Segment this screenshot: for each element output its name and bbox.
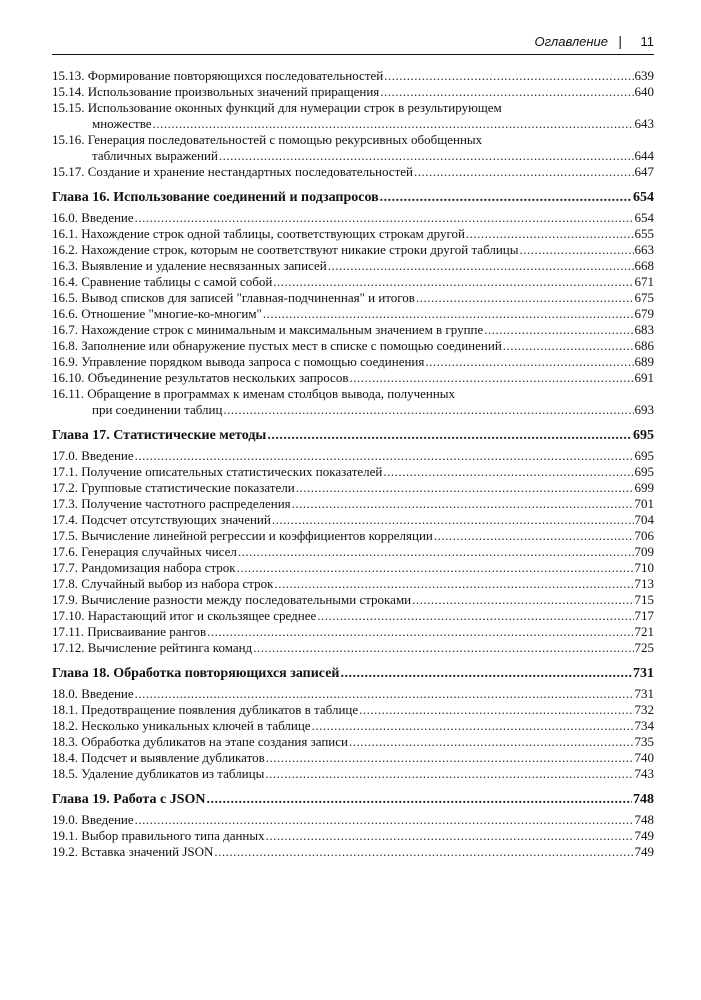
toc-entry[interactable] [52, 766, 654, 782]
toc-entry[interactable] [52, 812, 654, 828]
toc-entry-title: 18.3. Обработка дубликатов на этапе создания записи [52, 734, 348, 749]
leader-dots [238, 544, 634, 560]
toc-entry-page: 695 [634, 448, 654, 463]
toc-entry-page: 640 [634, 84, 654, 99]
toc-entry-page: 749 [634, 828, 654, 843]
toc-entry-page: 663 [634, 242, 654, 257]
leader-dots [349, 734, 634, 750]
toc-entry[interactable] [52, 624, 654, 640]
leader-dots [340, 666, 632, 682]
toc-entry-page: 675 [634, 290, 654, 305]
toc-entry-page: 713 [634, 576, 654, 591]
toc-entry-page: 715 [634, 592, 654, 607]
toc-entry[interactable] [52, 734, 654, 750]
toc-entry-page: 686 [634, 338, 654, 353]
leader-dots [206, 792, 632, 808]
toc-entry-title: 18.1. Предотвращение появления дубликатов в таблице [52, 702, 359, 717]
toc-entry-page: 647 [634, 164, 654, 179]
toc-entry-page: 721 [634, 624, 654, 639]
toc-entry-title: 17.4. Подсчет отсутствующих значений [52, 512, 271, 527]
toc-entry-page: 679 [634, 306, 654, 321]
header-rule [52, 54, 654, 55]
toc-entry-page: 704 [634, 512, 654, 527]
toc-entry-title: 15.13. Формирование повторяющихся последовательностей [52, 68, 384, 83]
chapter-title: Глава 19. Работа с JSON [52, 792, 206, 807]
toc-entry-page: 743 [634, 766, 654, 781]
header-title: Оглавление [534, 34, 608, 49]
leader-dots [214, 844, 633, 860]
leader-dots [273, 274, 633, 290]
leader-dots [384, 68, 633, 84]
toc-entry-page: 655 [634, 226, 654, 241]
leader-dots [317, 608, 633, 624]
toc-entry-title: 16.7. Нахождение строк с минимальным и максимальным значением в группе [52, 322, 484, 337]
leader-dots [266, 828, 634, 844]
toc-entry[interactable] [52, 718, 654, 734]
toc-entry[interactable] [52, 68, 654, 84]
toc-entry-title: 17.8. Случайный выбор из набора строк [52, 576, 274, 591]
toc-entry-title: 17.3. Получение частотного распределения [52, 496, 291, 511]
toc-entry-page: 734 [634, 718, 654, 733]
header-page-number: 11 [640, 34, 654, 49]
chapter-heading[interactable] [52, 428, 654, 444]
toc-entry-page: 701 [634, 496, 654, 511]
leader-dots [328, 258, 634, 274]
toc-entry-title: 17.1. Получение описательных статистических показателей [52, 464, 383, 479]
toc-entry-page: 731 [634, 686, 654, 701]
leader-dots [349, 370, 633, 386]
leader-dots [434, 528, 634, 544]
leader-dots [135, 812, 634, 828]
toc-entry[interactable] [52, 560, 654, 576]
leader-dots [135, 210, 634, 226]
toc-entry-title: 18.5. Удаление дубликатов из таблицы [52, 766, 265, 781]
toc-entry-title: 16.0. Введение [52, 210, 134, 225]
leader-dots [272, 512, 634, 528]
toc-entry[interactable] [52, 592, 654, 608]
leader-dots [359, 702, 633, 718]
toc-entry-title: 17.6. Генерация случайных чисел [52, 544, 237, 559]
leader-dots [153, 116, 634, 132]
toc-entry[interactable] [52, 306, 654, 322]
leader-dots [267, 428, 632, 444]
leader-dots [265, 766, 633, 782]
chapter-heading[interactable] [52, 190, 654, 206]
toc-entry[interactable] [52, 338, 654, 354]
toc-entry[interactable] [52, 274, 654, 290]
toc-entry[interactable] [52, 608, 654, 624]
toc-entry-page: 654 [634, 210, 654, 225]
leader-dots [380, 190, 632, 206]
toc-entry-page: 740 [634, 750, 654, 765]
toc-entry[interactable] [52, 354, 654, 370]
chapter-title: Глава 16. Использование соединений и подзапросов [52, 190, 379, 205]
toc-entry-title: 19.0. Введение [52, 812, 134, 827]
toc-entry-page: 748 [634, 812, 654, 827]
leader-dots [416, 290, 634, 306]
leader-dots [383, 464, 633, 480]
toc-entry-page: 683 [634, 322, 654, 337]
toc-entry-title: 17.9. Вычисление разности между последовательными строками [52, 592, 412, 607]
toc-entry-title: 17.2. Групповые статистические показатели [52, 480, 295, 495]
toc-entry-title: 15.14. Использование произвольных значений приращения [52, 84, 380, 99]
toc-entry-page: 732 [634, 702, 654, 717]
toc-entry-page: 644 [634, 148, 654, 163]
toc-entry-page: 725 [634, 640, 654, 655]
leader-dots [237, 560, 634, 576]
toc-entry[interactable] [52, 164, 654, 180]
toc-entry-page: 671 [634, 274, 654, 289]
toc-entry-title: 16.3. Выявление и удаление несвязанных записей [52, 258, 327, 273]
chapter-page: 748 [633, 792, 654, 807]
toc-entry[interactable] [52, 210, 654, 226]
toc-entry-title: 16.2. Нахождение строк, которым не соответствуют никакие строки другой таблицы [52, 242, 519, 257]
leader-dots [412, 592, 633, 608]
toc-entry[interactable] [52, 828, 654, 844]
leader-dots [292, 496, 634, 512]
toc-entry-lead[interactable]: 15.15. Использование оконных функций для нумерации строк в результирующем [52, 100, 502, 115]
toc-entry[interactable] [52, 464, 654, 480]
toc-entry[interactable] [52, 844, 654, 860]
toc-entry-page: 643 [634, 116, 654, 131]
toc-entry[interactable] [52, 528, 654, 544]
chapter-heading[interactable] [52, 792, 654, 808]
leader-dots [266, 750, 634, 766]
toc-entry-page: 706 [634, 528, 654, 543]
toc-entry-title: 17.5. Вычисление линейной регрессии и коэффициентов корреляции [52, 528, 433, 543]
leader-dots [484, 322, 633, 338]
toc-entry[interactable] [52, 322, 654, 338]
chapter-page: 731 [633, 666, 654, 681]
toc-entry-title: 19.1. Выбор правильного типа данных [52, 828, 265, 843]
toc-entry-page: 691 [634, 370, 654, 385]
toc-entry-page: 709 [634, 544, 654, 559]
leader-dots [380, 84, 633, 100]
leader-dots [414, 164, 634, 180]
toc-entry-title: 16.8. Заполнение или обнаружение пустых мест в списке с помощью соединений [52, 338, 502, 353]
header-separator: | [618, 33, 622, 49]
toc-entry[interactable] [52, 512, 654, 528]
toc-entry[interactable] [52, 116, 654, 132]
toc-entry-title: 16.5. Вывод списков для записей "главная-подчиненная" и итогов [52, 290, 415, 305]
leader-dots [263, 306, 634, 322]
leader-dots [503, 338, 634, 354]
toc-entry[interactable] [52, 258, 654, 274]
toc-entry-title: 18.2. Несколько уникальных ключей в таблице [52, 718, 311, 733]
leader-dots [219, 148, 634, 164]
toc-entry-page: 735 [634, 734, 654, 749]
toc-entry-page: 689 [634, 354, 654, 369]
toc-entry[interactable] [52, 702, 654, 718]
leader-dots [135, 686, 634, 702]
toc-entry[interactable] [52, 84, 654, 100]
toc-entry[interactable] [52, 480, 654, 496]
toc-entry[interactable] [52, 402, 654, 418]
toc-entry-page: 749 [634, 844, 654, 859]
toc-entry-title: табличных выражений [92, 148, 218, 163]
toc-entry[interactable] [52, 242, 654, 258]
toc-entry-title: при соединении таблиц [92, 402, 223, 417]
toc-entry[interactable] [52, 544, 654, 560]
toc-entry-title: 18.4. Подсчет и выявление дубликатов [52, 750, 265, 765]
toc-entry-lead[interactable]: 16.11. Обращение в программах к именам столбцов вывода, полученных [52, 386, 456, 401]
toc-entry-page: 717 [634, 608, 654, 623]
toc-entry[interactable] [52, 226, 654, 242]
toc-entry-title: 17.7. Рандомизация набора строк [52, 560, 236, 575]
toc-entry-title: 16.1. Нахождение строк одной таблицы, соответствующих строкам другой [52, 226, 465, 241]
leader-dots [520, 242, 634, 258]
chapter-title: Глава 18. Обработка повторяющихся записей [52, 666, 340, 681]
toc-entry-page: 668 [634, 258, 654, 273]
toc-entry[interactable] [52, 686, 654, 702]
toc-entry-page: 710 [634, 560, 654, 575]
toc-entry[interactable] [52, 750, 654, 766]
toc-entry-title: 16.6. Отношение "многие-ко-многим" [52, 306, 262, 321]
toc-entry-title: 16.9. Управление порядком вывода запроса с помощью соединения [52, 354, 425, 369]
toc-entry-title: 17.0. Введение [52, 448, 134, 463]
chapter-heading[interactable] [52, 666, 654, 682]
table-of-contents [52, 68, 654, 860]
leader-dots [312, 718, 634, 734]
leader-dots [223, 402, 633, 418]
toc-entry[interactable] [52, 640, 654, 656]
toc-entry[interactable] [52, 290, 654, 306]
toc-entry-title: 16.4. Сравнение таблицы с самой собой [52, 274, 273, 289]
toc-entry-title: 19.2. Вставка значений JSON [52, 844, 214, 859]
toc-entry-page: 695 [634, 464, 654, 479]
toc-entry[interactable] [52, 148, 654, 164]
toc-entry-lead[interactable]: 15.16. Генерация последовательностей с помощью рекурсивных обобщенных [52, 132, 483, 147]
toc-entry[interactable] [52, 448, 654, 464]
toc-entry-title: 18.0. Введение [52, 686, 134, 701]
leader-dots [296, 480, 634, 496]
leader-dots [466, 226, 634, 242]
leader-dots [207, 624, 633, 640]
leader-dots [425, 354, 633, 370]
toc-entry-title: 15.17. Создание и хранение нестандартных последовательностей [52, 164, 413, 179]
running-header [52, 34, 654, 52]
toc-entry-title: 16.10. Объединение результатов нескольких запросов [52, 370, 349, 385]
leader-dots [253, 640, 633, 656]
toc-entry-page: 693 [634, 402, 654, 417]
leader-dots [274, 576, 633, 592]
toc-entry[interactable] [52, 496, 654, 512]
chapter-page: 695 [633, 428, 654, 443]
chapter-title: Глава 17. Статистические методы [52, 428, 267, 443]
toc-entry-title: 17.12. Вычисление рейтинга команд [52, 640, 253, 655]
toc-entry-page: 639 [634, 68, 654, 83]
toc-entry-title: множестве [92, 116, 152, 131]
toc-entry-title: 17.10. Нарастающий итог и скользящее среднее [52, 608, 317, 623]
toc-entry-page: 699 [634, 480, 654, 495]
toc-entry[interactable] [52, 576, 654, 592]
chapter-page: 654 [633, 190, 654, 205]
leader-dots [135, 448, 634, 464]
toc-entry[interactable] [52, 370, 654, 386]
toc-entry-title: 17.11. Присваивание рангов [52, 624, 207, 639]
